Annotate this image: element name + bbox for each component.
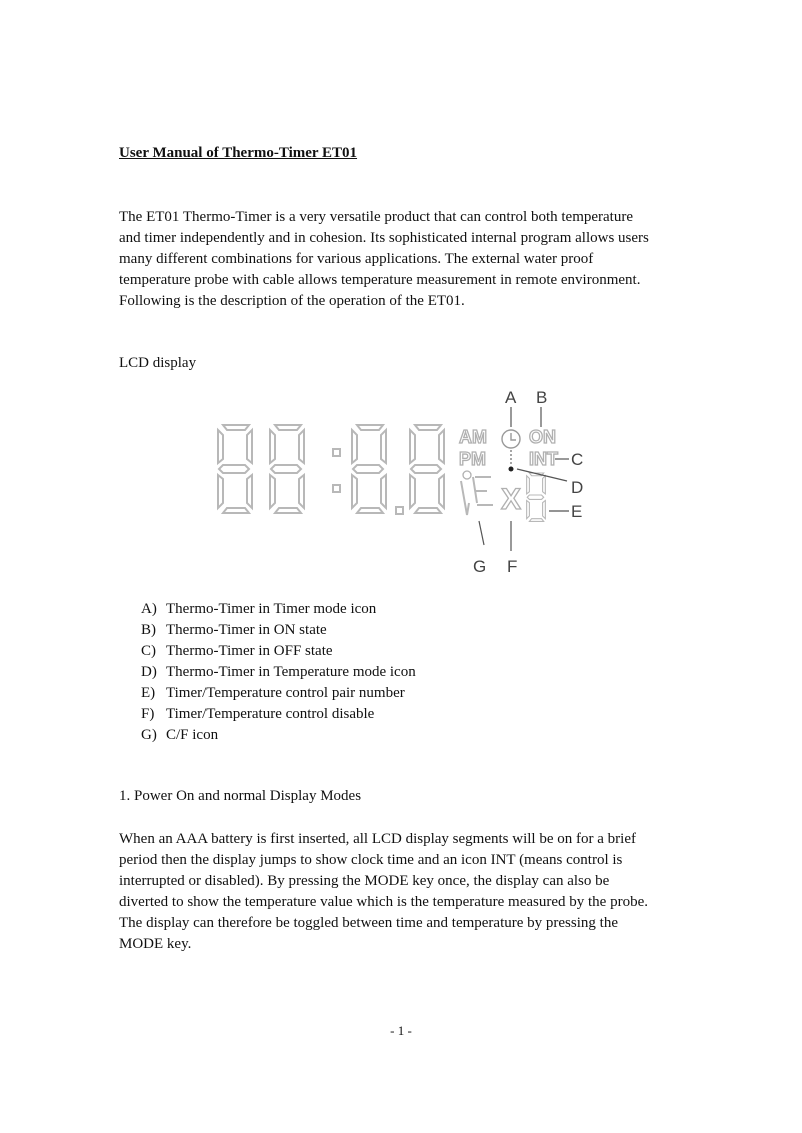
legend-item <box>141 620 416 641</box>
int-icon: INT <box>529 449 558 469</box>
lcd-digit-3 <box>352 425 386 513</box>
callout-b-label: B <box>536 388 548 407</box>
legend-item <box>141 725 416 746</box>
cf-icon <box>473 477 493 505</box>
callout-e-label: E <box>571 502 583 521</box>
lcd-colon-bottom <box>333 485 340 492</box>
legend-item <box>141 683 416 704</box>
clock-icon <box>502 430 520 448</box>
section-line: When an AAA battery is first inserted, all LCD display segments will be on for a brief <box>119 831 636 847</box>
legend-text: Thermo-Timer in ON state <box>166 622 327 638</box>
lcd-display-diagram <box>205 383 605 583</box>
section-line: MODE key. <box>119 936 192 952</box>
lcd-digit-4 <box>410 425 444 513</box>
legend-text: Thermo-Timer in OFF state <box>166 643 333 659</box>
section-line: interrupted or disabled). By pressing the MODE key once, the display can also be <box>119 873 610 889</box>
legend-text: Thermo-Timer in Timer mode icon <box>166 601 377 617</box>
page-number: - 1 - <box>390 1023 412 1038</box>
degree-icon <box>463 471 471 479</box>
callout-g-label: G <box>473 557 487 576</box>
section-paragraph <box>119 829 689 955</box>
legend-key: A) <box>141 601 157 617</box>
callout-c-label: C <box>571 450 584 469</box>
callout-g-pointer <box>479 521 484 545</box>
lcd-digit-2 <box>270 425 304 513</box>
legend-item <box>141 704 416 725</box>
legend-key: C) <box>141 643 156 659</box>
pair-number-digit <box>527 473 546 521</box>
section-line: The display can therefore be toggled between time and temperature by pressing the <box>119 915 618 931</box>
section-heading: 1. Power On and normal Display Modes <box>119 788 362 804</box>
on-icon: ON <box>529 427 556 447</box>
callout-f-label: F <box>507 557 518 576</box>
intro-line: and timer independently and in cohesion. Its sophisticated internal program allows users <box>119 230 649 246</box>
callout-d-label: D <box>571 478 584 497</box>
legend-item <box>141 662 416 683</box>
am-icon: AM <box>459 427 487 447</box>
callout-a-label: A <box>505 388 517 407</box>
lcd-display-heading: LCD display <box>119 355 197 371</box>
intro-line: Following is the description of the operation of the ET01. <box>119 293 465 309</box>
legend-key: D) <box>141 664 157 680</box>
pm-icon: PM <box>459 449 486 469</box>
x-icon: X <box>501 483 522 516</box>
legend-item <box>141 599 416 620</box>
lcd-legend-list <box>141 599 416 746</box>
intro-line: many different combinations for various applications. The external water proof <box>119 251 594 267</box>
legend-key: B) <box>141 622 156 638</box>
intro-paragraph <box>119 207 689 312</box>
legend-key: G) <box>141 727 157 743</box>
lcd-decimal-point <box>396 507 403 514</box>
legend-key: F) <box>141 706 155 722</box>
legend-text: Timer/Temperature control pair number <box>166 685 405 701</box>
legend-text: C/F icon <box>166 727 219 743</box>
section-line: diverted to show the temperature value which is the temperature measured by the probe. <box>119 894 648 910</box>
document-title: User Manual of Thermo-Timer ET01 <box>119 145 358 161</box>
lcd-colon-top <box>333 449 340 456</box>
cf-icon-stroke <box>461 481 469 515</box>
lcd-digit-1 <box>218 425 252 513</box>
intro-line: temperature probe with cable allows temperature measurement in remote environment. <box>119 272 641 288</box>
legend-text: Thermo-Timer in Temperature mode icon <box>166 664 416 680</box>
intro-line: The ET01 Thermo-Timer is a very versatile product that can control both temperature <box>119 209 634 225</box>
legend-key: E) <box>141 685 156 701</box>
callout-d-pointer <box>517 469 567 481</box>
thermometer-icon <box>509 450 514 472</box>
legend-text: Timer/Temperature control disable <box>166 706 375 722</box>
section-line: period then the display jumps to show clock time and an icon INT (means control is <box>119 852 623 868</box>
legend-item <box>141 641 416 662</box>
